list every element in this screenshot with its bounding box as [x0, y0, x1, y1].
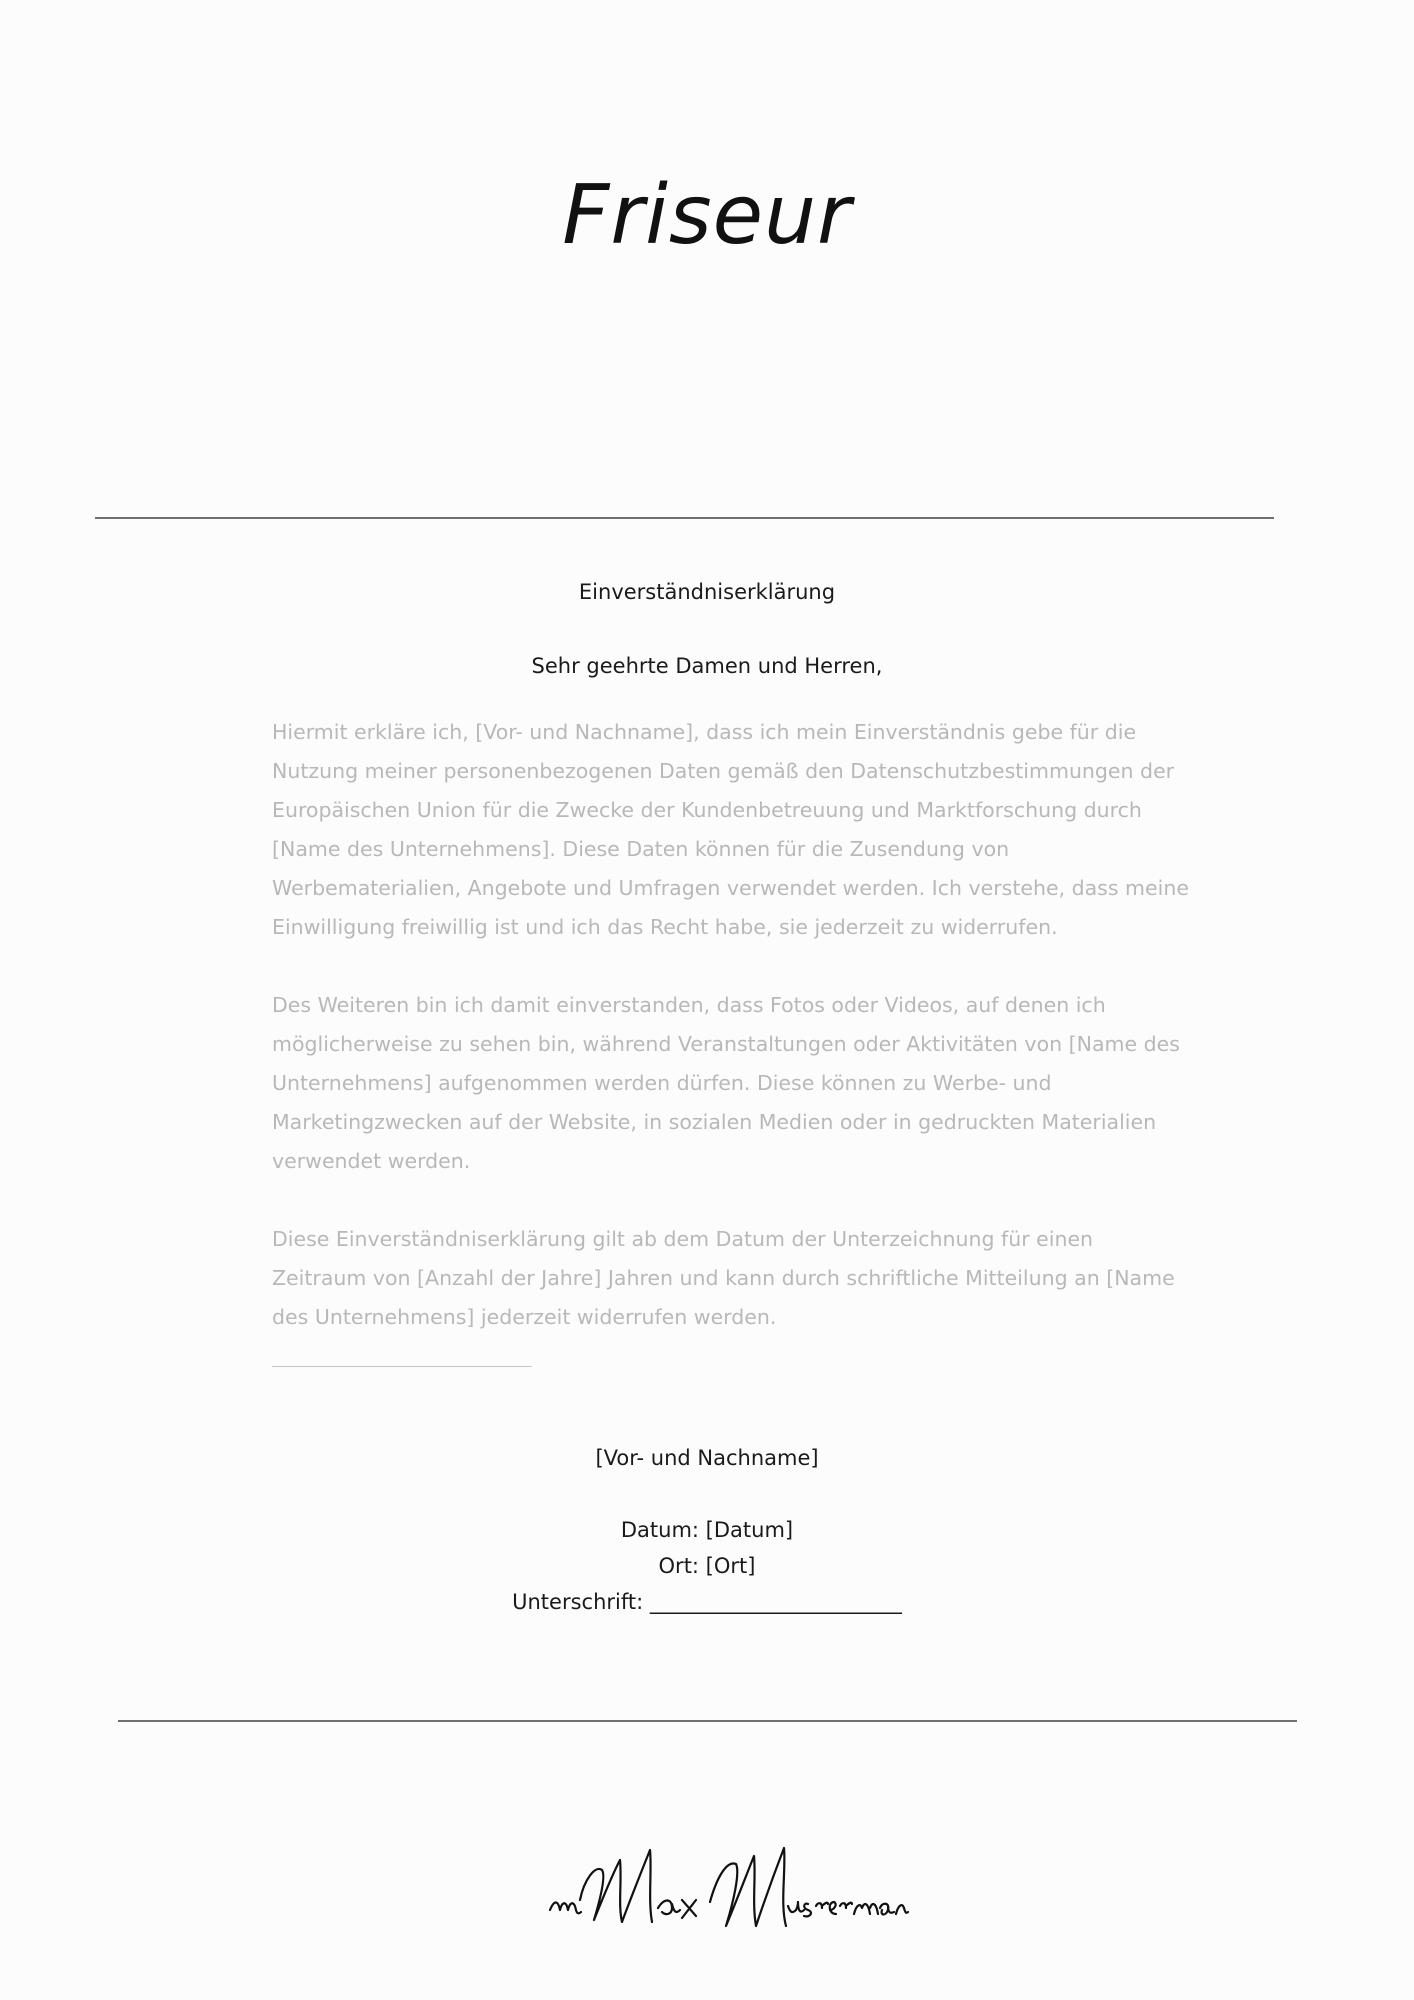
- handwritten-signature: [540, 1830, 910, 1940]
- bottom-divider: [118, 1720, 1297, 1722]
- paragraph-media-consent: Des Weiteren bin ich damit einverstanden, dass Fotos oder Videos, auf denen ich möglicherweise zu sehen bin, während Veranstaltungen oder Aktivitäten von [Name des Unternehmens] aufgenommen werden dürfen. Diese können zu Werbe- und Marketingzwecken auf der Website, in sozialen Medien oder in gedruckten Materialien verwendet werden.: [272, 993, 1180, 1173]
- salutation: Sehr geehrte Damen und Herren,: [531, 654, 883, 678]
- paragraph-data-consent: Hiermit erkläre ich, [Vor- und Nachname], dass ich mein Einverständnis gebe für die Nutzung meiner personenbezogenen Daten gemäß den Datenschutzbestimmungen der Europäischen Union für die Zwecke der Kundenbetreuung und Marktforschung durch [Name des Unternehmens]. Diese Daten können für die Zusendung von Werbematerialien, Angebote und Umfragen verwendet werden. Ich verstehe, dass meine Einwilligung freiwillig ist und ich das Recht habe, sie jederzeit zu widerrufen.: [272, 720, 1189, 939]
- document-heading: Einverständniserklärung: [578, 580, 836, 604]
- signature-field: Unterschrift: ________________________: [512, 1590, 902, 1614]
- short-divider: [272, 1366, 532, 1367]
- signer-name: [Vor- und Nachname]: [595, 1446, 819, 1470]
- top-divider: [95, 517, 1274, 519]
- page-title: Friseur: [562, 168, 852, 263]
- signing-date: Datum: [Datum]: [620, 1518, 794, 1542]
- body-text: [272, 713, 1192, 1337]
- paragraph-validity: Diese Einverständniserklärung gilt ab dem Datum der Unterzeichnung für einen Zeitraum von [Anzahl der Jahre] Jahren und kann durch schriftliche Mitteilung an [Name des Unternehmens] jederzeit widerrufen werden.: [272, 1227, 1175, 1329]
- signing-place: Ort: [Ort]: [658, 1554, 756, 1578]
